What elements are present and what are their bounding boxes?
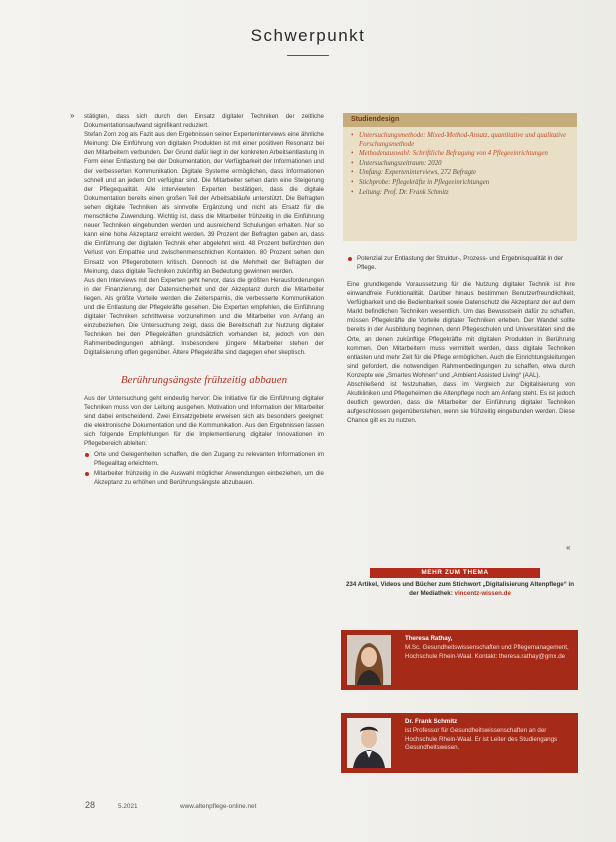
paragraph: Abschließend ist festzuhalten, dass im Vergleich zur Digitalisierung von Akutkliniken und Pflegeheimen die Altenpflege noch am Anfang steht. Es ist jedoch deutlich geworden, dass die Mitarbeiter der Einführung digitaler Techniken aufgeschlossen gegenüberstehen, wenn sie frühzeitig eingebunden werden. Diese Chance gilt es zu nutzen. [347, 381, 575, 425]
end-marker: « [566, 543, 571, 552]
page-number: 28 [85, 800, 96, 810]
list-item: • Untersuchungszeitraum: 2020 [351, 160, 569, 169]
bullet-list [347, 254, 575, 272]
author-info [405, 635, 572, 661]
paragraph: Aus der Untersuchung geht eindeutig hervor: Die Initiative für die Einführung digitaler Techniken muss von der Leitung ausgehen. Motivation und Information der Mitarbeiter sind dabei entscheidend. Zwei Einsatzgebiete erweisen sich als besonders geeignet: die elektronische Dokumentation und die Kommunikation. Aus den Ergebnissen lassen sich folgende Empfehlungen für die Implementierung digitaler Innovationen im Pflegebereich ableiten: [84, 394, 324, 447]
author-name: Dr. Frank Schmitz [405, 718, 458, 725]
mehr-description: 234 Artikel, Videos und Bücher zum Stichwort „Digitalisierung Altenpflege“ in der Mediathek: [345, 581, 575, 597]
list-item: • Umfang: Experteninterviews, 272 Befragte [351, 169, 569, 178]
studiendesign-box [343, 113, 577, 241]
paragraph: Stefan Zorn zog als Fazit aus den Ergebnissen seiner Experteninterviews eine ähnliche Meinung: Die Einführung von digitalen Produkten ist mit einer positiven Resonanz bei den Mitarbeitern verbunden. Der Grund dafür liegt in der konkreten Arbeitsentlastung in Form einer Entlastung bei der Dokumentation, der Verfügbarkeit der Informationen und der verbesserten Kommunikation. Digitale Systeme ermöglichen, dass Informationen schnell und an jedem Ort verfügbar sind. Die Mitarbeiter sehen darin eine Steigerung der Pflegequalität. Alle interviewten Experten bestätigen, dass die digitale Dokumentation bereits einen großen Teil der Arbeitsabläufe unterstützt. Die Befragten sehen digitale Techniken als sinnvolle Ergänzung und nicht als Ersatz für die menschliche Zuwendung. Wichtig ist, dass die Mitarbeiter frühzeitig in die Einführung neuer Techniken eingebunden werden und ausreichend Schulungen erhalten. Nur so kann eine hohe Akzeptanz erreicht werden. 39 Prozent der Befragten gaben an, dass die Einführung der digitalen Technik eher abgelehnt wird. 48 Prozent befürchten den Verlust von Empathie und zwischenmenschlichen Kontakten. 80 Prozent sehen den Einsatz von Pflegerobotern kritisch. Dennoch ist die Mehrheit der Befragten der Meinung, dass digitale Techniken zukünftig an Bedeutung gewinnen werden. [84, 131, 324, 275]
section-title: Schwerpunkt [250, 26, 366, 45]
mediathek-link[interactable]: vincentz-wissen.de [454, 589, 511, 597]
paragraph: Eine grundlegende Voraussetzung für die Nutzung digitaler Technik ist ihre einwandfreie Funktionalität. Darüber hinaus bestimmen Benutzerfreundlichkeit, Verfügbarkeit und die Bedienbarkeit sowie Datenschutz die Akzeptanz der auf dem Markt befindlichen Techniken wesentlich. Um das Bewusstsein dafür zu schaffen, müssen Pflegekräfte die Vorteile digitaler Techniken erleben. Der Wandel sollte bereits in der Ausbildung beginnen, denn Pflegeschulen und Universitäten sind die Orte, an denen zukünftige Pflegekräfte mit digitalen Produkten in Berührung kommen. Den Mitarbeitern muss vermittelt werden, dass digitale Techniken entlasten und mehr Zeit für die Pflege ermöglichen. Auch die Einrichtungsleitungen sind gefordert, die notwendigen Rahmenbedingungen zu schaffen, etwa durch Konzepte wie „Smartes Wohnen“ und „Ambient Assisted Living“ (AAL). [347, 281, 575, 379]
list-item: Orte und Gelegenheiten schaffen, die den Zugang zu relevanten Informationen im Pflegealltag erleichtern. [84, 450, 324, 468]
website: www.altenpflege-online.net [180, 803, 257, 810]
author-photo-image [347, 718, 391, 768]
author-info [405, 718, 572, 752]
list-item: • Leitung: Prof. Dr. Frank Schmitz [351, 189, 569, 198]
author-photo [347, 718, 391, 768]
right-column [347, 280, 575, 426]
bullet-list [84, 450, 324, 487]
title-underline [287, 55, 329, 56]
list-item: Potenzial zur Entlastung der Struktur-, Prozess- und Ergebnisqualität in der Pflege. [347, 254, 575, 272]
right-bullet-block [347, 252, 575, 273]
author-name: Theresa Rathay, [405, 635, 453, 642]
paragraph: Aus den Interviews mit den Experten geht hervor, dass die größten Herausforderungen in der Finanzierung, der Datensicherheit und der Akzeptanz durch die Mitarbeiter liegen. Als größte Vorteile werden die Zeitersparnis, die verbesserte Kommunikation und die Entlastung der Pflegekräfte gesehen. Die Experten empfehlen, die Einführung digitaler Techniken schrittweise vorzunehmen und die Mitarbeiter von Anfang an einzubeziehen. Die Untersuchung zeigt, dass die Bereitschaft zur Nutzung digitaler Techniken bei den Pflegekräften grundsätzlich vorhanden ist, jedoch von den Rahmenbedingungen abhängt. Insbesondere jüngere Mitarbeiter stehen der Digitalisierung offen gegenüber. Ältere Pflegekräfte sind dagegen eher skeptisch. [84, 276, 324, 357]
issue-number: 5.2021 [118, 803, 138, 810]
list-item: • Untersuchungsmethode: Mixed-Method-Ansatz, quantitative und qualitative Forschungsmethode [351, 132, 569, 149]
left-column [84, 112, 324, 488]
study-list [343, 132, 577, 197]
continuation-marker: » [70, 111, 75, 120]
list-item: Mitarbeiter frühzeitig in die Auswahl möglicher Anwendungen einbeziehen, um die Akzeptanz zu erhöhen und Berührungsängste abzubauen. [84, 469, 324, 487]
subheading: Berührungsängste frühzeitig abbauen [120, 373, 288, 386]
author-card [341, 713, 578, 773]
mehr-zum-thema-label: MEHR ZUM THEMA [370, 568, 540, 578]
author-card [341, 630, 578, 690]
mehr-zum-thema-text [342, 581, 578, 598]
list-item: • Stichprobe: Pflegekräfte in Pflegeeinrichtungen [351, 179, 569, 188]
author-photo [347, 635, 391, 685]
box-heading: Studiendesign [343, 113, 577, 127]
list-item: • Methodenauswahl: Schriftliche Befragung von 4 Pflegeeinrichtungen [351, 150, 569, 159]
author-photo-image [347, 635, 391, 685]
author-description: M.Sc. Gesundheitswissenschaften und Pflegemanagement, Hochschule Rhein-Waal. Kontakt: theresa.rathay@gmx.de [405, 644, 569, 660]
paragraph: stätigten, dass sich durch den Einsatz digitaler Techniken der zeitliche Dokumentationsaufwand signifikant reduziert. [84, 113, 324, 130]
author-description: ist Professor für Gesundheitswissenschaften an der Hochschule Rhein-Waal. Er ist Leiter des Studiengangs Gesundheitswesen. [405, 727, 558, 751]
